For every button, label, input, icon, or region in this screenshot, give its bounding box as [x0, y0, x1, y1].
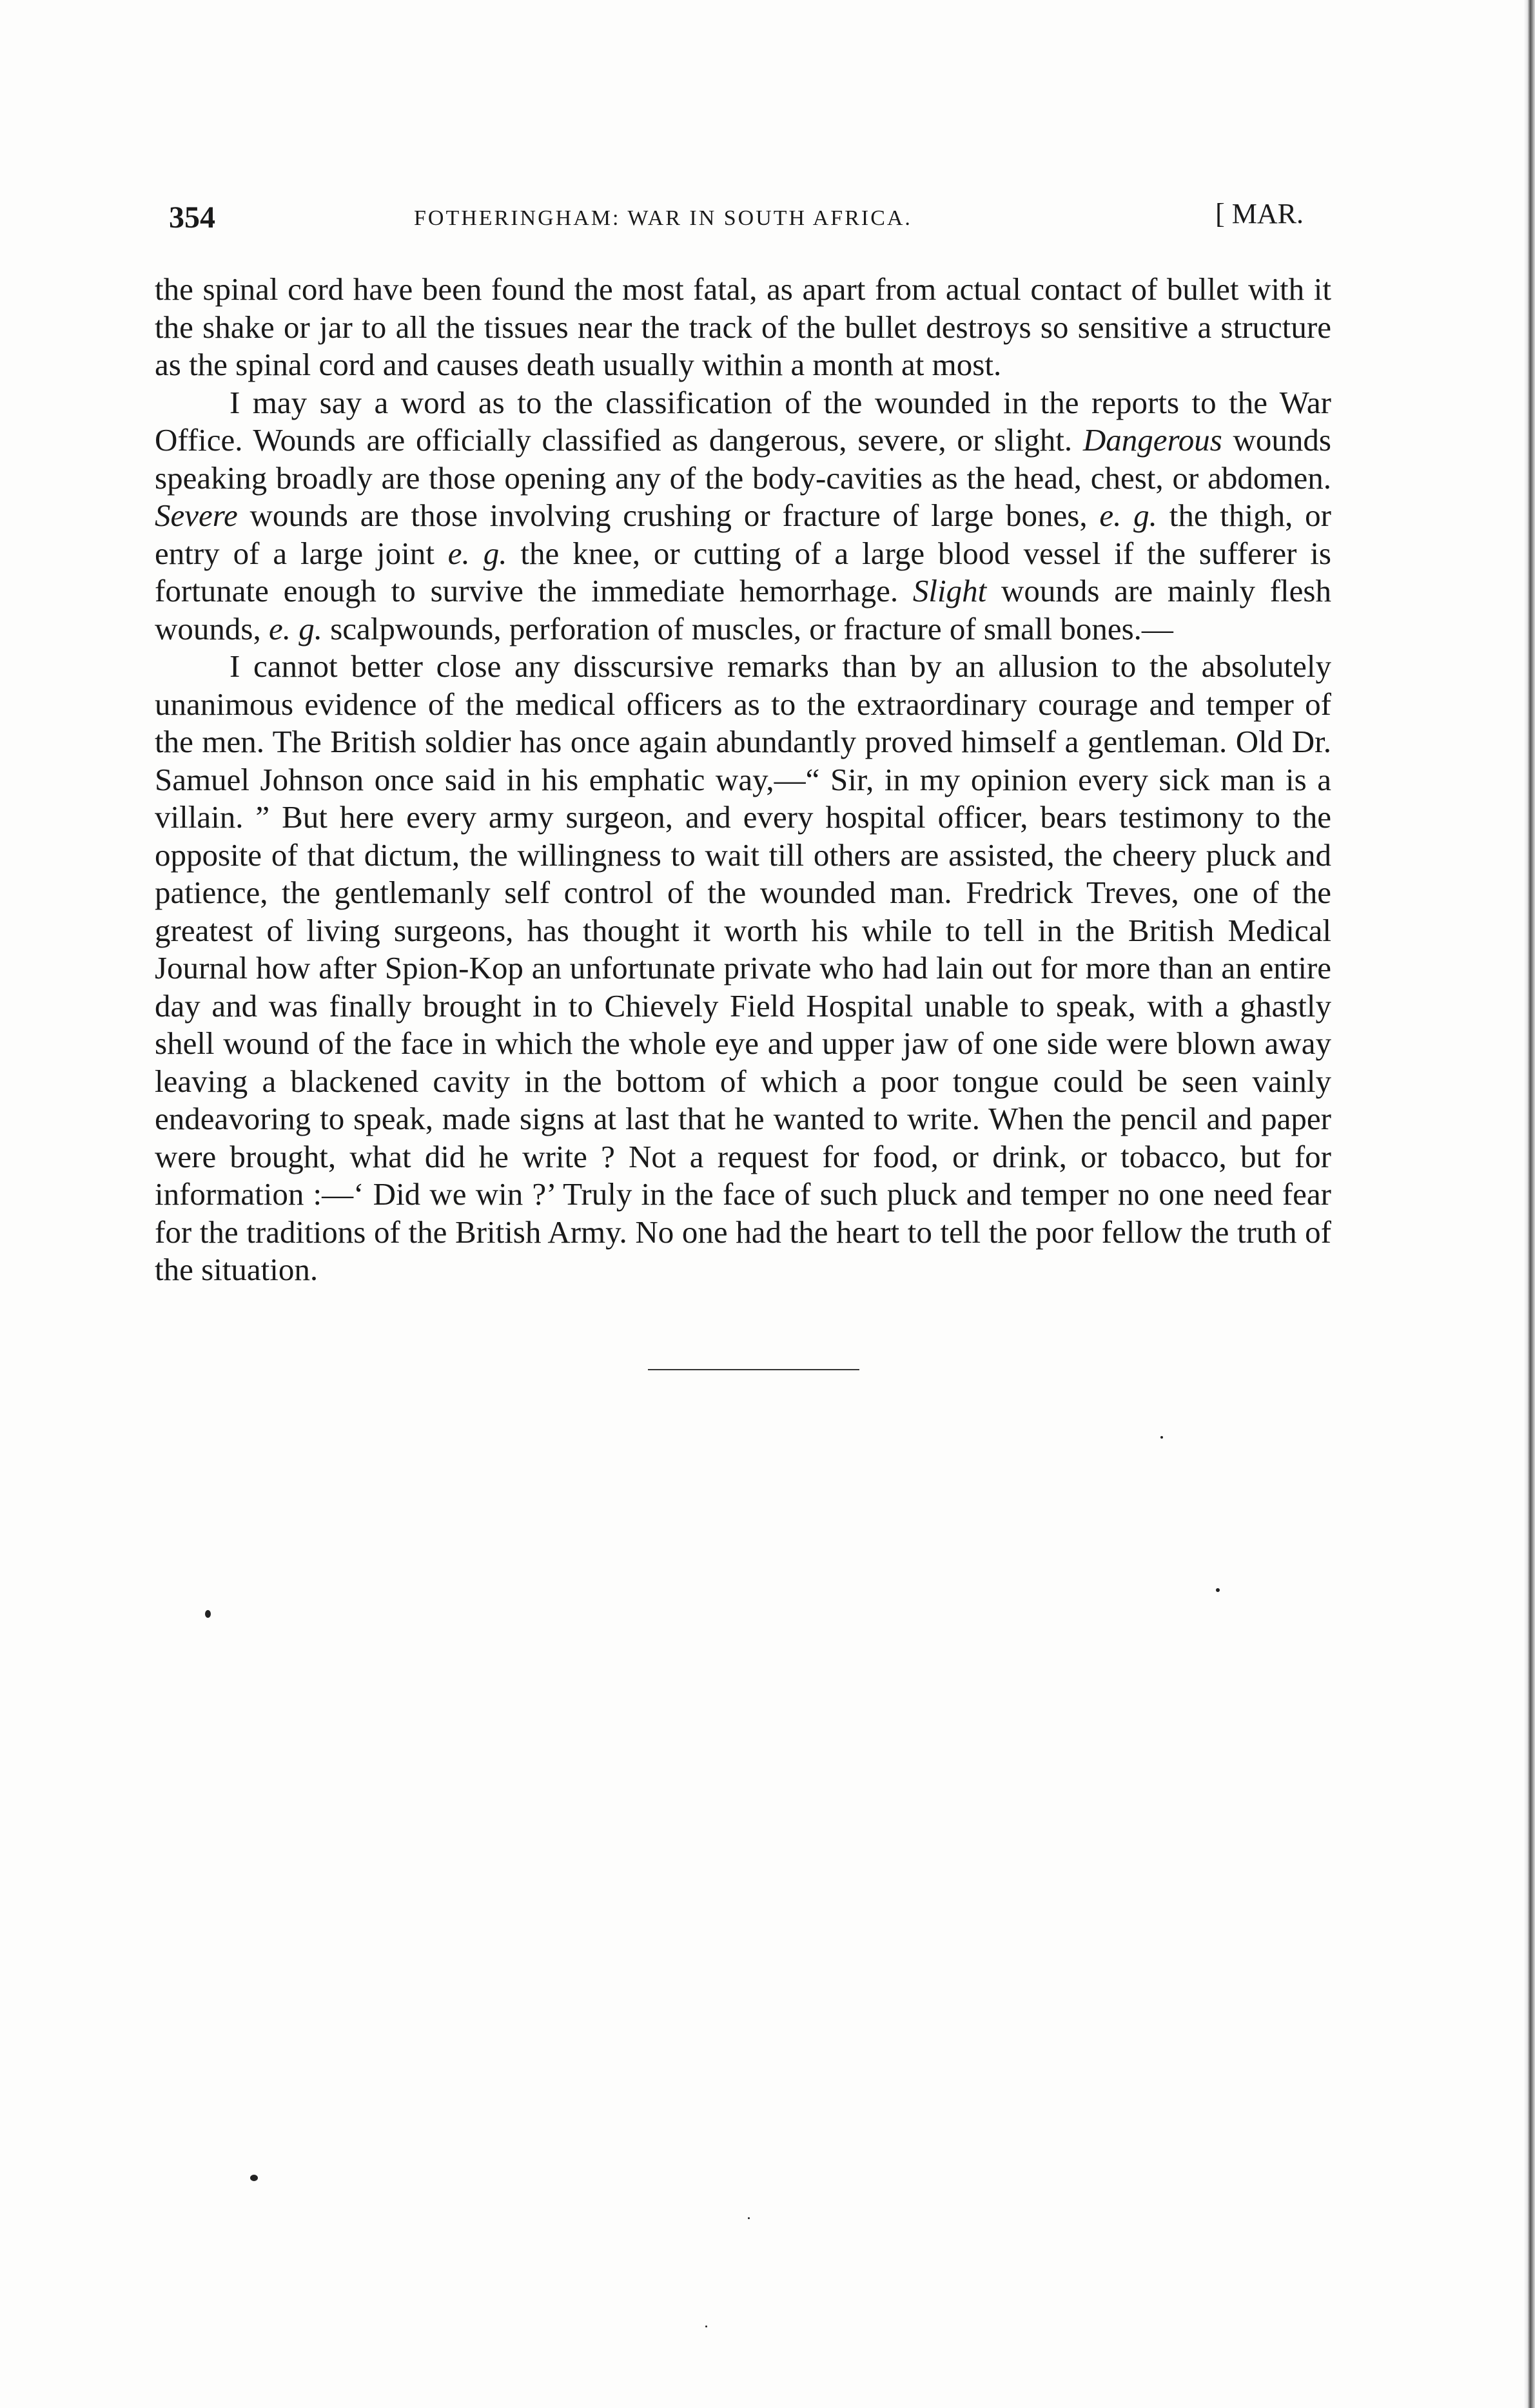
text-run: the knee, or cutting of a large blood vessel if the sufferer is fortunate enough to survive the immediate hemorrhage. — [155, 535, 1332, 608]
paragraph-2 — [155, 384, 1331, 648]
scan-speck — [250, 2175, 258, 2181]
text-run: I cannot better close any disscursive remarks than by an allusion to the absolutely unanimous evidence of the medical officers as to the extraordinary courage and temper of the men. The British soldier has once again abundantly proved himself a gentleman. Old Dr. Samuel Johnson once said in his emphatic way,—“ Sir, in my opinion every sick man is a villain. ” But here every army surgeon, and every hospital officer, bears testimony to the opposite of that dictum, the willingness to wait till others are assisted, the cheery pluck and patience, the gentlemanly self control of the wounded man. Fredrick Treves, one of the greatest of living surgeons, has thought it worth his while to tell in the British Medical Journal how after Spion-Kop an unfortunate private who had lain out for more than an entire day and was finally brought in to Chievely Field Hospital unable to speak, with a ghastly shell wound of the face in which the whole eye and upper jaw of one side were blown away leaving a blackened cavity in the bottom of which a poor tongue could be seen vainly endeavoring to speak, made signs at last that he wanted to write. When the pencil and paper were brought, what did he write ? Not a request for food, or drink, or tobacco, but for information :—‘ Did we win ?’ Truly in the face of such pluck and temper no one need fear for the traditions of the British Army. No one had the heart to tell the poor fellow the truth of the situation. — [155, 648, 1331, 1287]
page-number: 354 — [169, 200, 215, 235]
scan-speck — [748, 2217, 750, 2219]
paragraph-3 — [155, 648, 1331, 1289]
italic-term: e. g. — [1099, 498, 1157, 533]
header-month: [ MAR. — [1215, 198, 1304, 229]
text-run: I may say a word as to the classification of the wounded in the reports to the War Office. Wounds are officially classified as dangerous, severe, or slight. — [155, 384, 1331, 458]
text-run: wounds speaking broadly are those opening any of the body-cavities as the head, chest, or abdomen. — [155, 422, 1331, 496]
header-title: FOTHERINGHAM: WAR IN SOUTH AFRICA. — [414, 206, 912, 230]
scan-speck — [205, 1610, 211, 1618]
italic-term: e. g. — [268, 610, 322, 646]
italic-term: Severe — [155, 498, 238, 533]
scan-speck — [705, 2325, 707, 2327]
book-binding-edge — [1523, 0, 1535, 2408]
italic-term: Dangerous — [1082, 422, 1222, 458]
paragraph-1 — [155, 271, 1331, 384]
text-run: the thigh, or entry of a large joint — [155, 498, 1331, 571]
section-separator-rule — [648, 1369, 859, 1370]
text-run: wounds are those involving crushing or fracture of large bones, — [237, 498, 1100, 533]
running-head — [169, 200, 1304, 245]
italic-term: e. g. — [447, 535, 507, 571]
body-text — [155, 271, 1331, 1289]
scan-speck — [1160, 1436, 1163, 1439]
text-run: wounds are mainly flesh wounds, — [155, 573, 1331, 646]
text-run: scalpwounds, perforation of muscles, or fracture of small bones.— — [322, 610, 1173, 646]
italic-term: Slight — [912, 573, 987, 608]
text-run: the spinal cord have been found the most fatal, as apart from actual contact of bullet with it the shake or jar to all the tissues near the track of the bullet destroys so sensitive a structure as the spinal cord and causes death usually within a month at most. — [155, 271, 1331, 382]
scan-speck — [1216, 1588, 1220, 1592]
